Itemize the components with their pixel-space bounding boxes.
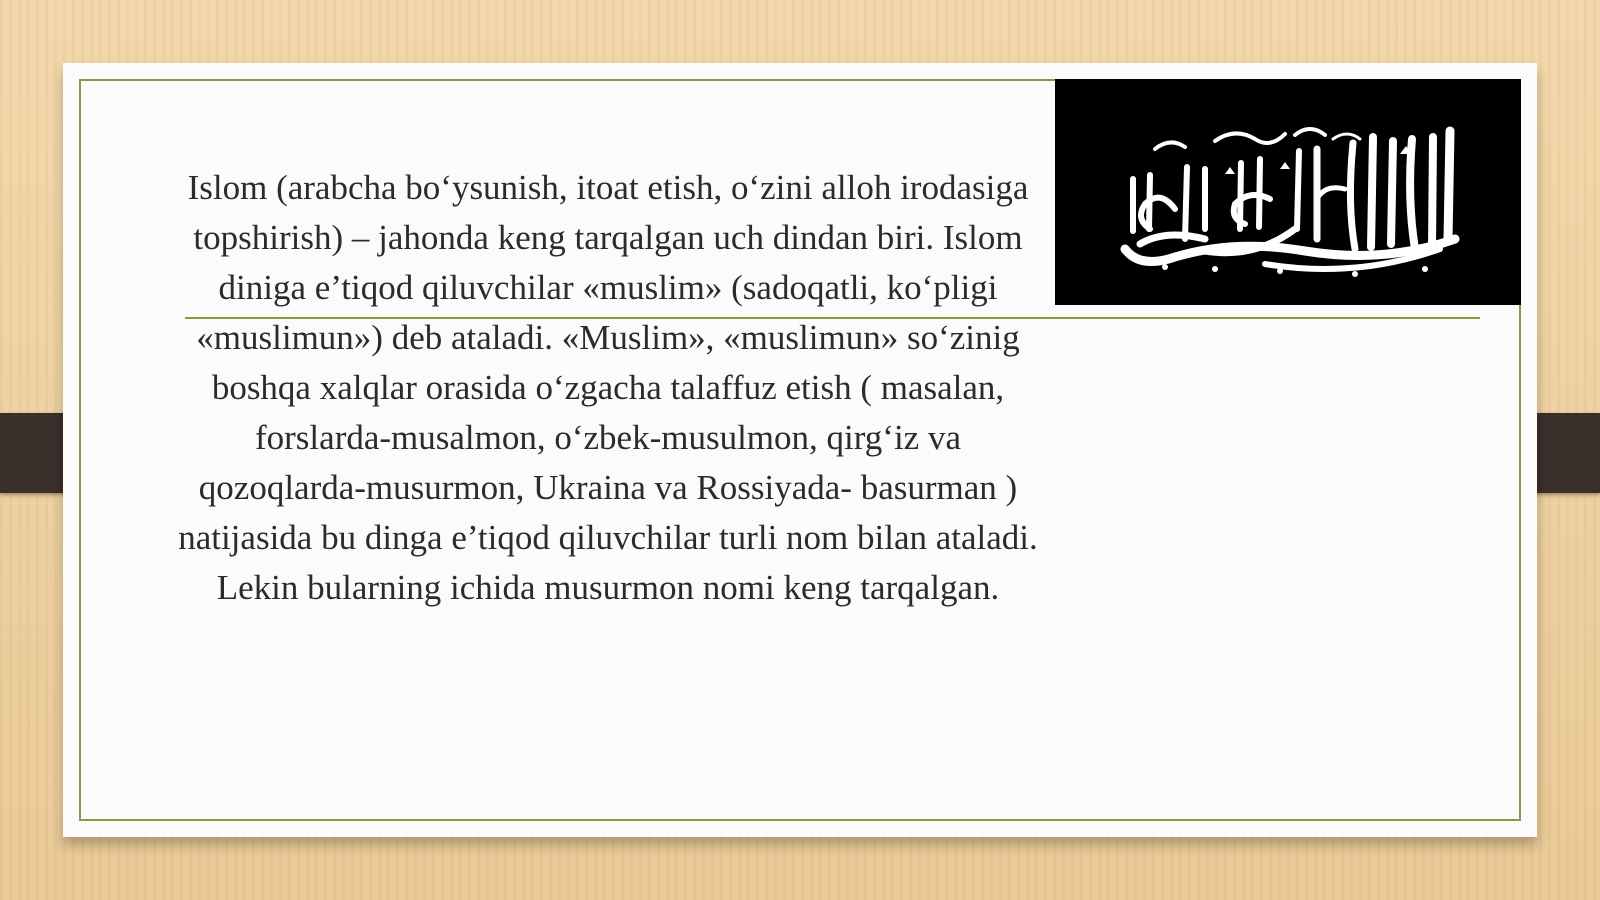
- slide-body-text: Islom (arabcha bo‘ysunish, itoat etish, o‘zini alloh irodasiga topshirish) – jahonda keng tarqalgan uch dindan biri. Islom diniga e’tiqod qiluvchilar «muslim» (sadoqatli, ko‘pligi «muslimun») deb ataladi. «Muslim», «muslimun» so‘zinig boshqa xalqlar orasida o‘zgacha talaffuz etish ( masalan, forslarda-musalmon, o‘zbek-musulmon, qirg‘iz va qozoqlarda-musurmon, Ukraina va Rossiyada- basurman ) natijasida bu dinga e’tiqod qiluvchilar turli nom bilan ataladi. Lekin bularning ichida musurmon nomi keng tarqalgan.: [178, 168, 1038, 607]
- calligraphy-flag-icon: [1055, 79, 1521, 305]
- slide-card: [63, 63, 1537, 837]
- calligraphy-flag-image: [1055, 79, 1521, 305]
